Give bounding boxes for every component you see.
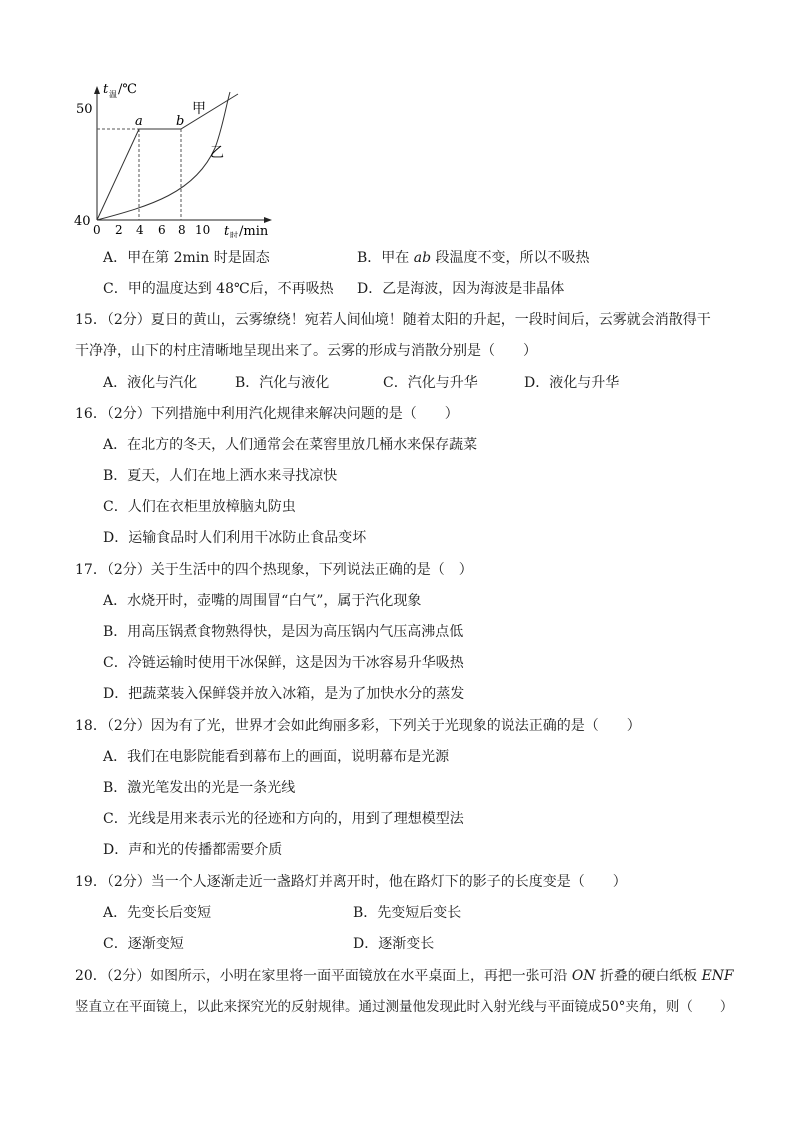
point-b-label: b [176, 114, 185, 129]
q15-option-b: B．汽化与液化 [235, 375, 330, 391]
q15-option-c: C．汽化与升华 [383, 375, 478, 391]
y-axis-label-unit: /℃ [118, 82, 137, 97]
q17-option-c: C．冷链运输时使用干冰保鲜，这是因为干冰容易升华吸热 [103, 655, 464, 671]
q18-option-c: C．光线是用来表示光的径迹和方向的，用到了理想模型法 [103, 811, 464, 827]
q17-stem: 17．（2分）关于生活中的四个热现象，下列说法正确的是（ ） [75, 562, 473, 578]
x-axis-label-sub: 时 [230, 231, 238, 238]
q14-option-a: A．甲在第 2min 时是固态 [103, 250, 270, 266]
curve-jia-label: 甲 [192, 101, 206, 117]
q19-option-d: D．逐渐变长 [353, 936, 435, 952]
q17-option-a: A．水烧开时，壶嘴的周围冒“白气”，属于汽化现象 [103, 593, 422, 609]
q15-option-d: D．液化与升华 [524, 375, 620, 391]
x-tick-10: 10 [195, 223, 211, 237]
y-tick-40: 40 [74, 214, 91, 229]
q16-option-b: B．夏天，人们在地上洒水来寻找凉快 [103, 468, 338, 484]
temperature-time-graph [70, 78, 280, 238]
q15-option-a: A．液化与汽化 [103, 375, 198, 391]
q16-option-a: A．在北方的冬天，人们通常会在菜窖里放几桶水来保存蔬菜 [103, 437, 478, 453]
q17-option-b: B．用高压锅煮食物熟得快，是因为高压锅内气压高沸点低 [103, 624, 464, 640]
q16-option-c: C．人们在衣柜里放樟脑丸防虫 [103, 499, 296, 515]
q16-stem: 16．（2分）下列措施中利用汽化规律来解决问题的是（ ） [75, 406, 459, 422]
x-tick-0: 0 [93, 223, 101, 237]
x-tick-6: 6 [158, 223, 166, 237]
q18-option-a: A．我们在电影院能看到幕布上的画面，说明幕布是光源 [103, 749, 450, 765]
q18-option-d: D．声和光的传播都需要介质 [103, 842, 283, 858]
y-axis-label-sub: 温 [109, 90, 117, 99]
x-tick-4: 4 [136, 223, 144, 237]
q18-stem: 18．（2分）因为有了光，世界才会如此绚丽多彩，下列关于光现象的说法正确的是（ ） [75, 718, 641, 734]
y-axis-label: t [103, 82, 109, 97]
q19-stem: 19．（2分）当一个人逐渐走近一盏路灯并离开时，他在路灯下的影子的长度变是（ ） [75, 874, 627, 890]
q14-option-b: B．甲在 ab 段温度不变，所以不吸热 [357, 250, 590, 266]
x-tick-2: 2 [115, 223, 123, 237]
q15-stem-line2: 干净净，山下的村庄清晰地呈现出来了。云雾的形成与消散分别是（ ） [75, 343, 537, 359]
q20-stem-line2: 竖直立在平面镜上，以此来探究光的反射规律。通过测量他发现此时入射光线与平面镜成50°夹角，则（ ） [75, 999, 734, 1015]
x-axis-label: t [224, 224, 230, 238]
curve-yi-label: 乙 [210, 145, 224, 161]
q19-option-b: B．先变短后变长 [353, 905, 462, 921]
q14-option-c: C．甲的温度达到 48℃后，不再吸热 [103, 281, 334, 297]
y-tick-50: 50 [76, 102, 93, 117]
q18-option-b: B．激光笔发出的光是一条光线 [103, 780, 296, 796]
q19-option-c: C．逐渐变短 [103, 936, 184, 952]
q14-option-d: D．乙是海波，因为海波是非晶体 [357, 281, 565, 297]
x-tick-8: 8 [178, 223, 186, 237]
y-axis-arrow [94, 86, 100, 94]
q20-stem-line1: 20．（2分）如图所示，小明在家里将一面平面镜放在水平桌面上，再把一张可沿 ON 折叠的硬白纸板 ENF [75, 968, 734, 984]
x-axis-arrow [264, 217, 272, 223]
q15-stem-line1: 15．（2分）夏日的黄山，云雾缭绕！宛若人间仙境！随着太阳的升起，一段时间后，云雾就会消散得干 [75, 312, 711, 328]
q17-option-d: D．把蔬菜装入保鲜袋并放入冰箱，是为了加快水分的蒸发 [103, 686, 465, 702]
x-axis-label-unit: /min [239, 224, 269, 238]
q19-option-a: A．先变长后变短 [103, 905, 212, 921]
q16-option-d: D．运输食品时人们利用干冰防止食品变坏 [103, 530, 367, 546]
point-a-label: a [135, 114, 143, 129]
